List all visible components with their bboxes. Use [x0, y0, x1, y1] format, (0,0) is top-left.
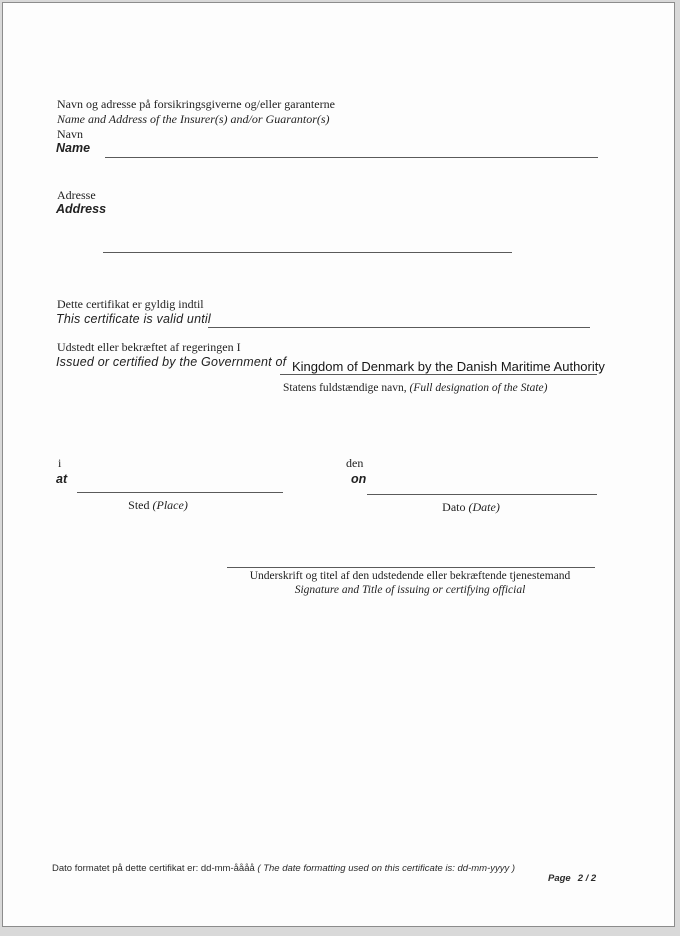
address-fill-line	[103, 252, 512, 253]
issued-by-label-en: Issued or certified by the Government of	[56, 355, 287, 369]
signature-caption-da: Underskrift og titel af den udstedende eller bekræftende tjenestemand	[249, 570, 571, 582]
issuing-state-underline	[280, 374, 597, 375]
issuing-state-caption-da: Statens fuldstændige navn,	[283, 382, 410, 394]
page-indicator	[548, 873, 596, 884]
place-label-da: i	[58, 456, 62, 470]
issuing-state-value: Kingdom of Denmark by the Danish Maritime Authority	[292, 359, 605, 374]
signature-line	[227, 567, 595, 568]
signature-caption-en: Signature and Title of issuing or certifying official	[294, 583, 526, 596]
valid-until-fill-line	[208, 327, 590, 328]
place-label-en: at	[56, 472, 68, 486]
issued-by-label-da: Udstedt eller bekræftet af regeringen I	[57, 340, 241, 354]
date-caption	[356, 498, 586, 516]
date-fill-line	[367, 494, 597, 495]
page-indicator-value: 2 / 2	[577, 873, 597, 884]
valid-until-label-en: This certificate is valid until	[56, 312, 211, 326]
date-format-note-en: ( The date formatting used on this certificate is: dd-mm-yyyy )	[257, 863, 516, 874]
insurer-heading-da: Navn og adresse på forsikringsgiverne og/eller garanterne	[57, 97, 335, 111]
paper-sheet	[2, 2, 675, 927]
date-label-da: den	[346, 456, 364, 470]
place-caption-en: (Place)	[152, 498, 188, 512]
address-label-en: Address	[56, 202, 107, 216]
place-fill-line	[77, 492, 283, 493]
place-caption	[55, 496, 261, 514]
place-caption-da: Sted	[128, 498, 153, 512]
insurer-heading-en: Name and Address of the Insurer(s) and/or Guarantor(s)	[57, 112, 330, 126]
name-label-da: Navn	[57, 127, 83, 141]
name-label-en: Name	[56, 141, 91, 155]
address-label-da: Adresse	[57, 188, 96, 202]
date-format-note	[52, 863, 515, 874]
date-format-note-da: Dato formatet på dette certifikat er: dd-mm-åååå	[52, 863, 258, 874]
issuing-state-caption-en: (Full designation of the State)	[409, 382, 548, 394]
page-indicator-label: Page	[548, 873, 571, 884]
valid-until-label-da: Dette certifikat er gyldig indtil	[57, 297, 204, 311]
date-label-en: on	[351, 472, 367, 486]
issuing-state-caption	[283, 378, 547, 396]
date-caption-da: Dato	[442, 500, 469, 514]
name-fill-line	[105, 157, 598, 158]
signature-caption	[210, 570, 610, 597]
date-caption-en: (Date)	[468, 500, 500, 514]
